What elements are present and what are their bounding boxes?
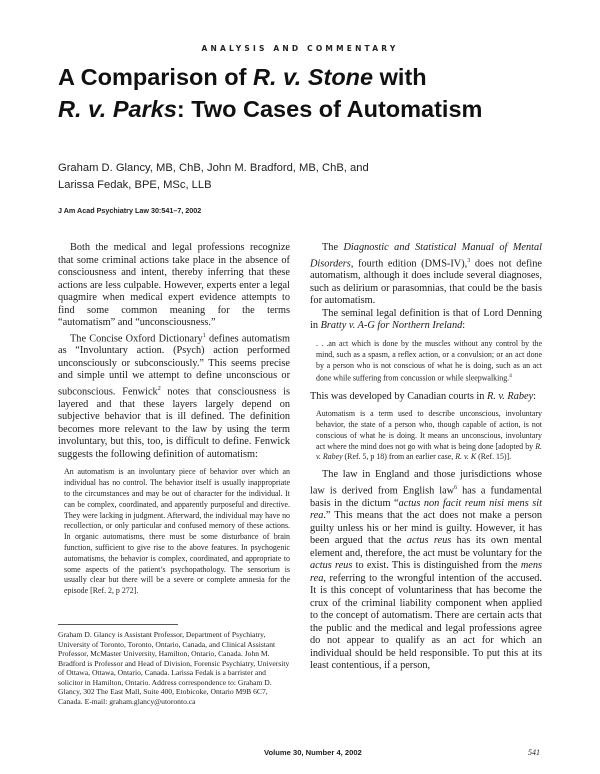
left-column (58, 242, 290, 597)
journal-citation: J Am Acad Psychiatry Law 30:541–7, 2002 (58, 206, 202, 215)
left-paragraph-2: The Concise Oxford Dictionary$^1$ defines automatism as “Involuntary action. (Psych) action performed unconsciously or subconsciously.” This seems precise and simple until we attempt to define unconscious or subconscious. Fenwick$^2$ notes that consciousness is layered and that these layers largely depend on subjective behavior that is ill defined. The definition becomes more relevant to the law by using the term involuntary, but this, too, is difficult to define. Fenwick suggests the following definition of automatism: (58, 332, 290, 460)
section-label: ANALYSIS AND COMMENTARY (201, 44, 399, 53)
right-paragraph-1: The Diagnostic and Statistical Manual of Mental Disorders, fourth edition (DMS-IV),$^3$ does not define automatism, although it does include several diagnoses, such as delirium or parasomnias, that could be the basis for automatism. (310, 242, 542, 307)
left-paragraph-1: Both the medical and legal professions recognize that some criminal actions take place in the absence of consciousness and intent, thereby inferring that these actions are less culpable. However, experts enter a legal quagmire when medical expert evidence attempts to find some common meaning for the terms “automatism” and “unconsciousness.” (58, 242, 290, 328)
fenwick-quote: An automatism is an involuntary piece of behavior over which an individual has no control. The behavior itself is usually inappropriate to the circumstances and may be out of character for the individual. It can be complex, coordinated, and apparently purposeful and directive. They were lacking in judgment. Afterward, the individual may have no recollection, or only particular and confused memory of these actions. In organic automatisms, there must be some disturbance of brain function, sufficient to give rise to the above features. In psychogenic automatisms, the behavior is complex, coordinated, and appropriate to some aspects of the patient’s psychopathology. The sensorium is usually clear but there will be a severe or complete amnesia for the episode [Ref. 2, p 272]. (64, 467, 290, 596)
article-title-line-1: A Comparison of R. v. Stone with (58, 64, 427, 90)
authors-line-2: Larissa Fedak, BPE, MSc, LLB (58, 179, 212, 191)
right-paragraph-2: The seminal legal definition is that of Lord Denning in Bratty v. A-G for Northern Ireland: (310, 307, 542, 332)
right-column (310, 242, 542, 673)
footer-volume: Volume 30, Number 4, 2002 (264, 748, 362, 757)
authors-line-1: Graham D. Glancy, MB, ChB, John M. Bradford, MB, ChB, and (58, 162, 369, 174)
right-paragraph-4: The law in England and those jurisdictions whose law is derived from English law$^6$ has a fundamental basis in the dictum “actus non facit reum nisi mens sit rea.” This means that the act does not make a person guilty unless his or her mind is guilty. However, it has been argued that the actus reus has its own mental element and, therefore, the act must be voluntary for the actus reus to exist. This is distinguished from the mens rea, referring to the wrongful intention of the accused. It is this concept of voluntariness that has become the crux of the criminal liability component when applied to the concept of automatism. There are certain acts that the public and the medical and legal professions agree do not appear to qualify as an act for which an individual should be held responsible. To put this at its least contentious, if a person, (310, 469, 542, 672)
denning-quote: . . .an act which is done by the muscles without any control by the mind, such as a spasm, a reflex action, or a convulsion; or an act done by a person who is not conscious of what he is doing, such as an act done while suffering from concussion or while sleepwalking.$^4$ (316, 338, 542, 383)
footer-page-number: 541 (528, 748, 540, 757)
right-paragraph-3: This was developed by Canadian courts in R. v. Rabey: (310, 390, 537, 402)
rabey-quote: Automatism is a term used to describe unconscious, involuntary behavior, the state of a person who, though capable of action, is not conscious of what he is doing. It means an unconscious, involuntary act where the mind does not go with what is being done [adopted by R. v. Rabey (Ref. 5, p 18) from an earlier case, R. v. K (Ref. 15)]. (316, 409, 542, 462)
footnote-divider (58, 624, 178, 625)
article-title-line-2: R. v. Parks: Two Cases of Automatism (58, 96, 483, 122)
author-footnote: Graham D. Glancy is Assistant Professor, Department of Psychiatry, University of Toronto, Toronto, Ontario, Canada, and Clinical Assistant Professor, McMaster University, Hamilton, Ontario, Canada. John M. Bradford is Professor and Head of Division, Forensic Psychiatry, University of Ottawa, Ottawa, Ontario, Canada. Larissa Fedak is a barrister and solicitor in Hamilton, Ontario. Address correspondence to: Graham D. Glancy, 302 The East Mall, Suite 400, Etobicoke, Ontario M9B 6C7, Canada. E-mail: graham.glancy@utoronto.ca (58, 630, 290, 706)
